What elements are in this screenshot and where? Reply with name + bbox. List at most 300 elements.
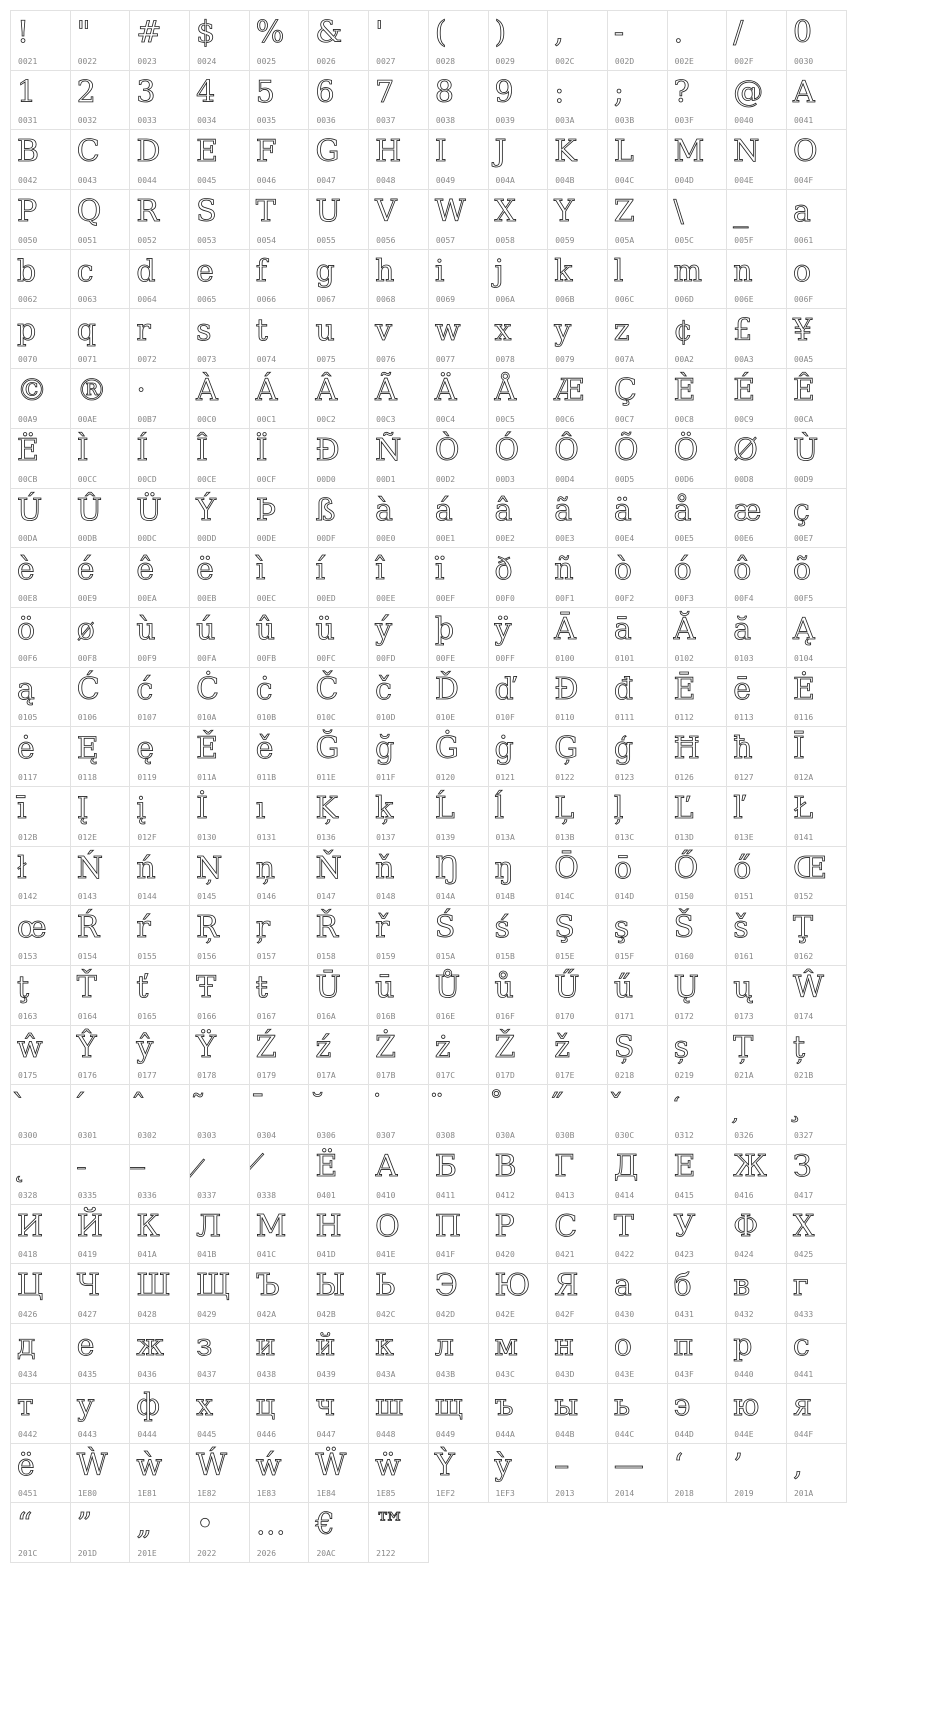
glyph: Ź: [255, 1029, 277, 1065]
glyph-code: 1E84: [316, 1489, 336, 1499]
glyph-code: 041D: [316, 1250, 336, 1260]
glyph-cell: [607, 488, 668, 549]
glyph-cell: [308, 1084, 369, 1145]
glyph-cell: [428, 1323, 489, 1384]
glyph-cell: [368, 129, 429, 190]
glyph-cell: [10, 547, 71, 608]
glyph: &: [315, 15, 343, 50]
glyph-code: 013E: [734, 832, 754, 842]
glyph: Ó: [494, 432, 520, 468]
glyph: ̦: [733, 1089, 743, 1125]
glyph-cell: [308, 368, 369, 429]
glyph-code: 043A: [376, 1369, 396, 1379]
glyph-cell: [368, 726, 429, 787]
glyph-code: 00DB: [77, 534, 97, 544]
glyph: š: [733, 910, 749, 946]
glyph: Ì: [76, 432, 89, 468]
glyph-code: 1EF3: [495, 1489, 515, 1499]
glyph: о: [613, 1328, 632, 1364]
glyph: Й: [76, 1208, 103, 1244]
glyph-cell: [10, 1263, 71, 1324]
glyph-cell: [607, 189, 668, 250]
glyph-code: 043C: [495, 1369, 515, 1379]
glyph-cell: [70, 1443, 131, 1504]
glyph: á: [434, 492, 453, 528]
glyph-cell: [189, 249, 250, 310]
glyph-cell: [428, 10, 489, 71]
glyph-cell: [129, 1502, 190, 1563]
glyph: ņ: [255, 850, 276, 886]
glyph: å: [673, 492, 692, 528]
glyph-code: 0446: [256, 1429, 277, 1439]
glyph-cell: [70, 1144, 131, 1205]
glyph-cell: [667, 428, 728, 489]
glyph-code: 0075: [316, 355, 336, 365]
glyph-code: 0104: [793, 653, 814, 663]
glyph: Ī: [792, 731, 805, 767]
glyph: W: [434, 194, 466, 230]
glyph-cell: [428, 368, 489, 429]
glyph-code: 003A: [555, 116, 575, 126]
glyph-cell: [726, 70, 787, 131]
glyph: g: [315, 253, 335, 289]
glyph-cell: [129, 70, 190, 131]
glyph: П: [434, 1208, 461, 1244]
glyph: ć: [136, 671, 154, 707]
glyph: 1: [17, 74, 37, 110]
glyph-cell: [488, 846, 549, 907]
glyph-code: 0413: [555, 1190, 575, 1200]
glyph: с: [792, 1328, 810, 1364]
glyph: Ê: [792, 373, 815, 409]
glyph: ̂: [136, 1089, 146, 1125]
glyph-cell: [547, 726, 608, 787]
glyph-cell: [368, 1204, 429, 1265]
glyph-cell: [308, 70, 369, 131]
glyph-cell: [308, 1025, 369, 1086]
glyph-cell: [368, 1502, 429, 1563]
glyph-cell: [308, 1443, 369, 1504]
glyph-cell: [607, 846, 668, 907]
glyph-code: 0420: [495, 1250, 515, 1260]
glyph-cell: [249, 428, 310, 489]
glyph-code: 0023: [137, 56, 157, 66]
glyph: ỳ: [494, 1447, 512, 1483]
glyph-cell: [607, 308, 668, 369]
glyph-code: 015A: [435, 952, 456, 961]
glyph: Õ: [613, 432, 639, 468]
glyph-cell: [488, 1204, 549, 1265]
glyph: ́: [76, 1089, 87, 1125]
glyph: ̊: [494, 1089, 505, 1125]
glyph-cell: [428, 1025, 489, 1086]
glyph: Ū: [315, 970, 341, 1005]
glyph: Х: [792, 1208, 815, 1244]
glyph: Ľ: [673, 790, 694, 826]
glyph: М: [255, 1208, 287, 1244]
glyph: 2: [76, 74, 96, 110]
glyph: ã: [554, 492, 573, 528]
glyph-code: 0144: [137, 892, 157, 902]
glyph-code: 042F: [555, 1310, 575, 1320]
glyph-code: 00E4: [614, 534, 635, 544]
glyph-code: 00EF: [435, 593, 456, 603]
glyph-cell: [308, 607, 369, 668]
glyph: м: [494, 1328, 518, 1364]
glyph-cell: [70, 308, 131, 369]
glyph-cell: [547, 1263, 608, 1324]
glyph-code: 00D9: [793, 474, 814, 484]
glyph: Ř: [315, 910, 339, 946]
glyph-cell: [10, 1443, 71, 1504]
glyph-cell: [547, 786, 608, 847]
glyph-code: 00F1: [555, 593, 575, 603]
glyph: ô: [733, 552, 752, 588]
glyph-cell: [428, 249, 489, 310]
glyph-cell: [428, 846, 489, 907]
glyph-code: 0437: [197, 1369, 217, 1379]
glyph-cell: [70, 905, 131, 966]
glyph-code: 0142: [18, 892, 38, 902]
glyph: Ŕ: [76, 910, 100, 946]
glyph: Ș: [613, 1029, 635, 1065]
glyph: .: [673, 15, 684, 50]
glyph-cell: [547, 428, 608, 489]
glyph-cell: [189, 1084, 250, 1145]
glyph-code: 0021: [18, 56, 38, 66]
glyph: p: [17, 313, 37, 349]
glyph-cell: [786, 129, 847, 190]
glyph-cell: [488, 189, 549, 250]
glyph-cell: [428, 965, 489, 1026]
glyph-cell: [607, 1144, 668, 1205]
glyph-cell: [488, 547, 549, 608]
glyph-cell: [129, 1084, 190, 1145]
glyph-cell: [10, 786, 71, 847]
glyph-cell: [368, 249, 429, 310]
glyph-code: 00D8: [734, 474, 754, 484]
glyph-cell: [667, 488, 728, 549]
glyph: ý: [375, 611, 393, 647]
glyph-cell: [129, 1025, 190, 1086]
glyph: ą: [17, 671, 35, 707]
glyph: č: [375, 671, 392, 707]
glyph-cell: [547, 249, 608, 310]
glyph: ç: [792, 492, 810, 528]
glyph-code: 004D: [674, 176, 694, 186]
glyph-code: 0110: [555, 713, 575, 723]
glyph-cell: [368, 428, 429, 489]
glyph: Č: [315, 671, 339, 707]
glyph: ı: [255, 790, 266, 826]
glyph-code: 014B: [495, 892, 515, 902]
glyph-cell: [726, 1025, 787, 1086]
glyph-cell: [249, 488, 310, 549]
glyph-cell: [667, 786, 728, 847]
glyph-cell: [726, 1383, 787, 1444]
glyph: ť: [136, 970, 149, 1005]
glyph: Ç: [613, 373, 637, 409]
glyph-code: 044F: [793, 1429, 814, 1439]
glyph: Û: [76, 492, 102, 528]
glyph-cell: [428, 70, 489, 131]
glyph: Ś: [434, 910, 456, 946]
glyph-cell: [547, 308, 608, 369]
glyph-code: 0438: [256, 1369, 277, 1379]
glyph-code: 00C4: [435, 414, 456, 424]
glyph-cell: [607, 1204, 668, 1265]
glyph-code: 0451: [18, 1489, 38, 1499]
glyph-code: 030A: [495, 1131, 515, 1141]
glyph-code: 0170: [555, 1011, 575, 1021]
glyph: ú: [196, 611, 216, 647]
glyph-cell: [368, 1025, 429, 1086]
glyph-cell: [10, 667, 71, 728]
glyph-cell: [129, 547, 190, 608]
glyph-code: 010F: [495, 713, 515, 723]
glyph-cell: [607, 129, 668, 190]
glyph: í: [315, 552, 326, 588]
glyph-cell: [368, 607, 429, 668]
glyph-code: 00D3: [495, 474, 515, 484]
glyph: Z: [613, 194, 635, 230]
glyph-code: 0159: [376, 952, 396, 961]
glyph-code: 013D: [674, 832, 694, 842]
glyph: …: [255, 1507, 286, 1543]
glyph-cell: [368, 786, 429, 847]
glyph: Т: [613, 1208, 634, 1244]
glyph-cell: [10, 368, 71, 429]
glyph-cell: [547, 1084, 608, 1145]
glyph: $: [196, 15, 216, 50]
glyph-code: 00F8: [77, 653, 97, 663]
glyph-code: 0158: [316, 952, 336, 961]
glyph-code: 0428: [137, 1310, 157, 1320]
glyph-cell: [607, 1084, 668, 1145]
glyph-code: 0165: [137, 1011, 157, 1021]
glyph-cell: [189, 547, 250, 608]
glyph-cell: [547, 1443, 608, 1504]
glyph: D: [136, 134, 161, 170]
glyph-cell: [547, 70, 608, 131]
glyph: В: [494, 1149, 517, 1185]
glyph-cell: [129, 249, 190, 310]
glyph: ħ: [733, 731, 753, 767]
glyph-code: 00EB: [197, 593, 217, 603]
glyph: Ù: [792, 432, 819, 468]
glyph: Í: [136, 432, 149, 468]
glyph: f: [255, 253, 267, 289]
glyph-code: 030B: [555, 1131, 575, 1141]
glyph-code: 2026: [256, 1548, 277, 1558]
glyph-code: 0103: [734, 653, 754, 663]
glyph-code: 00A9: [18, 414, 38, 424]
glyph-cell: [70, 368, 131, 429]
glyph-cell: [488, 607, 549, 668]
glyph: х: [196, 1387, 213, 1423]
glyph: ð: [494, 552, 513, 588]
glyph: О: [375, 1208, 400, 1244]
glyph-cell: [70, 189, 131, 250]
glyph-cell: [547, 905, 608, 966]
glyph-code: 0130: [197, 832, 217, 842]
glyph: –: [554, 1447, 570, 1483]
glyph: ġ: [494, 731, 514, 767]
glyph-code: 0308: [435, 1131, 456, 1141]
glyph-code: 0143: [77, 892, 97, 902]
glyph-code: 0447: [316, 1429, 336, 1439]
glyph: ė: [17, 731, 35, 767]
glyph-code: 00C2: [316, 414, 336, 424]
glyph-code: 0423: [674, 1250, 694, 1260]
glyph-code: 0131: [256, 832, 277, 842]
glyph: d: [136, 253, 156, 289]
glyph-code: 014A: [435, 892, 456, 902]
glyph-cell: [189, 1204, 250, 1265]
glyph: è: [17, 552, 35, 588]
glyph-code: 2018: [674, 1489, 694, 1499]
glyph-cell: [189, 965, 250, 1026]
glyph-cell: [308, 488, 369, 549]
glyph-code: 00E5: [674, 534, 694, 544]
glyph: î: [375, 552, 385, 588]
glyph: ê: [136, 552, 155, 588]
glyph-code: 20AC: [316, 1548, 336, 1558]
glyph: З: [792, 1149, 812, 1185]
glyph-code: 00E8: [18, 593, 38, 603]
glyph-code: 0173: [734, 1011, 754, 1021]
glyph-code: 0154: [77, 952, 97, 961]
glyph-cell: [70, 786, 131, 847]
glyph-code: 00FF: [495, 653, 515, 663]
glyph: ł: [17, 850, 27, 886]
glyph-code: 00D6: [674, 474, 694, 484]
glyph-cell: [10, 1204, 71, 1265]
glyph: ё: [17, 1447, 35, 1483]
glyph: ŧ: [255, 970, 268, 1005]
glyph-cell: [249, 965, 310, 1026]
glyph: ș: [673, 1029, 689, 1065]
glyph-code: 2014: [614, 1489, 635, 1499]
glyph-code: 00F4: [734, 593, 754, 603]
glyph-cell: [10, 308, 71, 369]
glyph-cell: [547, 547, 608, 608]
glyph-code: 0440: [734, 1369, 754, 1379]
glyph-code: 044D: [674, 1429, 694, 1439]
glyph-cell: [10, 965, 71, 1026]
glyph-cell: [726, 1263, 787, 1324]
glyph-code: 00FA: [197, 653, 217, 663]
glyph: н: [554, 1328, 575, 1364]
glyph: ř: [375, 910, 390, 946]
glyph-cell: [10, 1383, 71, 1444]
glyph-code: 004C: [614, 176, 635, 186]
glyph-cell: [428, 786, 489, 847]
glyph-cell: [488, 129, 549, 190]
glyph-code: 0126: [674, 772, 694, 782]
glyph: ž: [554, 1029, 570, 1065]
glyph-code: 00C0: [197, 414, 217, 424]
glyph-cell: [308, 428, 369, 489]
glyph-code: 042D: [435, 1310, 456, 1320]
glyph-cell: [10, 189, 71, 250]
glyph-cell: [368, 1323, 429, 1384]
glyph-code: 0219: [674, 1071, 694, 1081]
glyph-cell: [726, 189, 787, 250]
glyph-cell: [547, 488, 608, 549]
glyph-cell: [10, 70, 71, 131]
glyph-cell: [308, 1383, 369, 1444]
glyph: ů: [494, 970, 514, 1005]
glyph: â: [494, 492, 513, 528]
glyph: c: [76, 253, 94, 289]
glyph-cell: [129, 1204, 190, 1265]
glyph: È: [673, 373, 696, 409]
glyph: ): [494, 15, 507, 50]
glyph-code: 012B: [18, 832, 38, 842]
glyph-cell: [547, 607, 608, 668]
glyph-cell: [488, 965, 549, 1026]
glyph-code: 0113: [734, 713, 754, 723]
glyph: У: [673, 1208, 696, 1244]
glyph-cell: [488, 905, 549, 966]
glyph: Þ: [255, 492, 277, 528]
glyph-code: 0415: [674, 1190, 694, 1200]
glyph-cell: [547, 368, 608, 429]
glyph: ̒: [673, 1089, 684, 1125]
glyph-cell: [667, 129, 728, 190]
glyph-code: 0061: [793, 235, 814, 245]
glyph-cell: [189, 129, 250, 190]
glyph: Ш: [136, 1268, 171, 1304]
glyph: u: [315, 313, 335, 349]
glyph-cell: [308, 1204, 369, 1265]
glyph-code: 0146: [256, 892, 277, 902]
glyph-cell: [129, 905, 190, 966]
glyph: ű: [613, 970, 634, 1005]
glyph: ;: [613, 74, 624, 110]
glyph-cell: [428, 189, 489, 250]
glyph-code: 0303: [197, 1131, 217, 1141]
glyph-cell: [667, 965, 728, 1026]
glyph-code: 0049: [435, 176, 456, 186]
glyph-code: 005F: [734, 235, 754, 245]
glyph: Ō: [554, 850, 579, 886]
glyph-code: 0430: [614, 1310, 635, 1320]
glyph: Ä: [434, 373, 457, 409]
glyph-cell: [70, 249, 131, 310]
glyph-code: 0073: [197, 355, 217, 365]
glyph-cell: [249, 249, 310, 310]
glyph: X: [494, 194, 516, 230]
glyph-code: 0426: [18, 1310, 38, 1320]
glyph-code: 005A: [614, 235, 635, 245]
glyph-cell: [547, 667, 608, 728]
glyph: Ë: [17, 432, 39, 468]
glyph-cell: [667, 1025, 728, 1086]
glyph-code: 00D4: [555, 474, 575, 484]
glyph-cell: [10, 846, 71, 907]
glyph: Ć: [76, 671, 100, 707]
glyph: Ь: [375, 1268, 396, 1304]
glyph: Į: [76, 790, 89, 826]
glyph-cell: [726, 368, 787, 429]
glyph-cell: [129, 1383, 190, 1444]
glyph-code: 017E: [555, 1071, 575, 1081]
glyph-code: 0442: [18, 1429, 38, 1439]
glyph: ‘: [673, 1447, 684, 1483]
glyph: ų: [733, 970, 753, 1005]
